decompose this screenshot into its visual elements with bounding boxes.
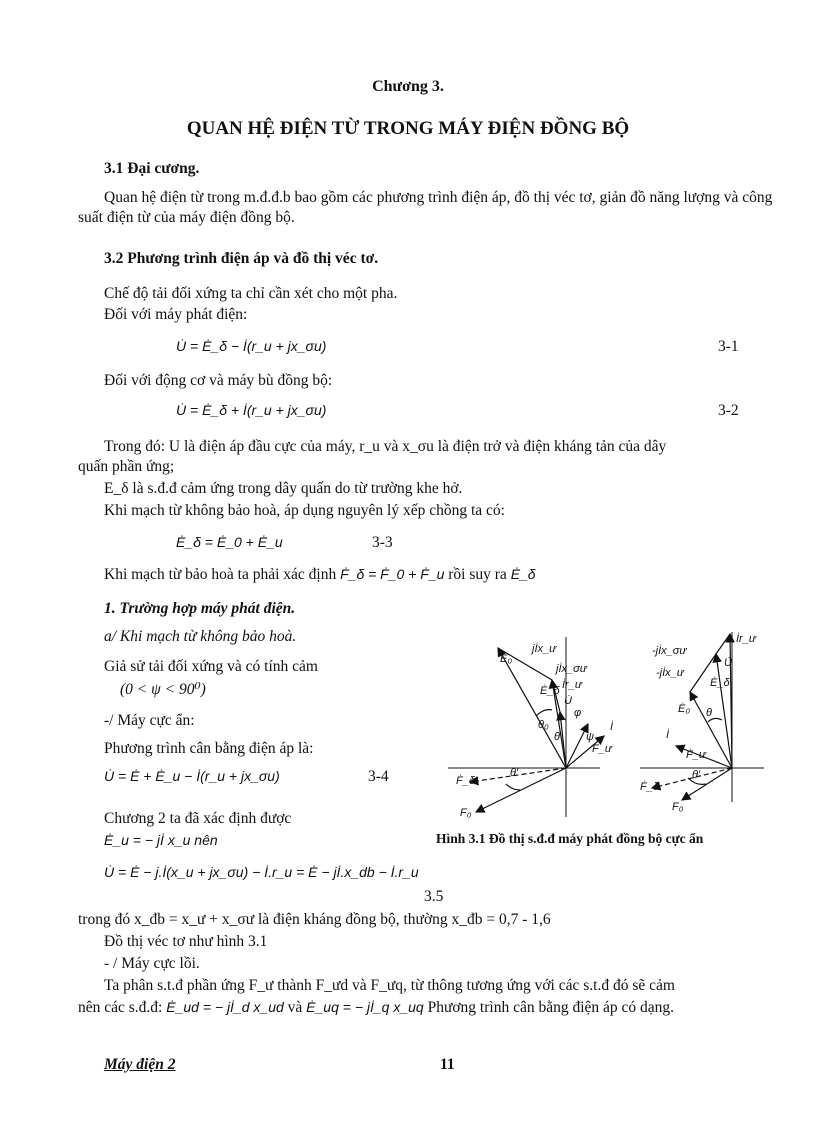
label: U̇ bbox=[724, 657, 732, 669]
section-3-2-heading: 3.2 Phương trình điện áp và đồ thị véc tơ. bbox=[104, 250, 379, 267]
text-line: Ta phân s.t.đ phần ứng F_ư thành F_ưd và F_ưq, từ thông tương ứng với các s.t.đ đó sẽ cảm bbox=[104, 977, 675, 994]
label: θ bbox=[554, 731, 560, 743]
text-line: Khi mạch từ không bảo hoà, áp dụng nguyên lý xếp chồng ta có: bbox=[104, 502, 505, 519]
text-line: Chương 2 ta đã xác định được bbox=[104, 810, 292, 827]
label: Ė₀ bbox=[500, 653, 512, 665]
label: θ₀ bbox=[538, 719, 549, 731]
footer-course: Máy điện 2 bbox=[104, 1056, 176, 1073]
text-fragment: rồi suy ra bbox=[448, 566, 507, 583]
inline-equation: Ė_u = − jİ x_u nên bbox=[104, 832, 218, 848]
label: İr_ư bbox=[736, 633, 756, 645]
label: F₀ bbox=[672, 801, 684, 813]
text-line bbox=[78, 999, 674, 1017]
text-fragment: nên các s.đ.đ: bbox=[78, 999, 163, 1016]
equation-3-1: U̇ = Ė_δ − İ(r_u + jx_σu) bbox=[176, 338, 327, 354]
text-line: Đối với máy phát điện: bbox=[104, 306, 248, 323]
right-diagram bbox=[640, 632, 764, 802]
text-line: Đối với động cơ và máy bù đồng bộ: bbox=[104, 372, 333, 389]
equation-3-5: U̇ = Ė − j.İ(x_u + jx_σu) − İ.r_u = Ė − jİ.x_db − İ.r_u bbox=[104, 864, 419, 880]
case-1-subheading: a/ Khi mạch từ không bảo hoà. bbox=[104, 628, 297, 645]
section-3-1-text: Quan hệ điện từ trong m.đ.đ.b bao gồm các phương trình điện áp, đồ thị véc tơ, giản đồ năng lượng và công suất điện từ của máy điện đồng bộ. bbox=[78, 189, 773, 226]
page-number: 11 bbox=[440, 1056, 455, 1073]
label: Ė₀ bbox=[678, 703, 690, 715]
equation-number: 3-3 bbox=[372, 534, 393, 551]
right-diagram-labels bbox=[640, 633, 757, 813]
equation-number: 3-4 bbox=[368, 768, 389, 785]
label: jİx_ư bbox=[532, 643, 557, 655]
equation-3-2: U̇ = Ė_δ + İ(r_u + jx_σu) bbox=[176, 402, 327, 418]
equation-number: 3.5 bbox=[424, 888, 444, 905]
label: θ' bbox=[692, 769, 701, 781]
label: -jİx_ư bbox=[656, 667, 684, 679]
text-line: quấn phần ứng; bbox=[78, 458, 175, 475]
label: Ė_δ bbox=[710, 677, 730, 689]
equation-3-4: U̇ = Ė + Ė_u − İ(r_u + jx_σu) bbox=[104, 768, 280, 784]
label: -jİx_σư bbox=[652, 645, 687, 657]
label: U̇ bbox=[564, 695, 572, 707]
equation-number: 3-2 bbox=[718, 402, 739, 419]
psi-range: (0 < ψ < 90⁰) bbox=[120, 681, 206, 698]
label: Ḟ_δ bbox=[456, 775, 475, 787]
inline-equation: Ḟ_δ = Ḟ_0 + Ḟ_u bbox=[340, 566, 445, 582]
label: φ bbox=[574, 707, 582, 719]
text-line: Phương trình cân bằng điện áp là: bbox=[104, 740, 314, 757]
chapter-title: QUAN HỆ ĐIỆN TỪ TRONG MÁY ĐIỆN ĐỒNG BỘ bbox=[186, 118, 630, 139]
label: İ bbox=[610, 721, 614, 733]
text-fragment: Khi mạch từ bảo hoà ta phải xác định bbox=[104, 566, 337, 583]
label: ψ bbox=[586, 731, 595, 743]
text-line: Chế độ tải đối xứng ta chỉ cần xét cho một pha. bbox=[104, 285, 398, 302]
label: İr_ư bbox=[562, 679, 582, 691]
text-line: Đồ thị véc tơ như hình 3.1 bbox=[104, 933, 268, 950]
text-fragment: và bbox=[287, 999, 303, 1016]
label: Ė_δ bbox=[540, 685, 560, 697]
label: Ḟ_ư bbox=[686, 749, 706, 761]
label: F_ư bbox=[592, 743, 612, 755]
chapter-number: Chương 3. bbox=[372, 78, 444, 95]
label: θ' bbox=[510, 767, 519, 779]
inline-equation: Ė_δ bbox=[510, 566, 536, 582]
text-line bbox=[104, 566, 536, 584]
text-line: Giả sử tải đối xứng và có tính cảm bbox=[104, 658, 318, 675]
inline-equation: Ė_uq = − jİ_q x_uq bbox=[306, 999, 424, 1015]
label: F₀ bbox=[460, 807, 472, 819]
figure-caption: Hình 3.1 Đồ thị s.đ.đ máy phát đồng bộ cực ẩn bbox=[436, 831, 704, 846]
text-line: trong đó x_đb = x_ư + x_σư là điện kháng đồng bộ, thường x_đb = 0,7 - 1,6 bbox=[78, 911, 551, 928]
equation-number: 3-1 bbox=[718, 338, 739, 355]
text-line: -/ Máy cực ẩn: bbox=[104, 712, 195, 729]
label: Ḟ_δ bbox=[640, 781, 659, 793]
section-3-1-heading: 3.1 Đại cương. bbox=[104, 160, 200, 177]
inline-equation: Ė_ud = − jİ_d x_ud bbox=[166, 999, 284, 1015]
case-1-heading: 1. Trường hợp máy phát điện. bbox=[104, 600, 296, 617]
text-line: - / Máy cực lồi. bbox=[104, 955, 200, 972]
label: jİx_σư bbox=[556, 663, 587, 675]
vector-diagram-figure bbox=[440, 612, 780, 834]
equation-3-3: Ė_δ = Ė_0 + Ė_u bbox=[176, 534, 283, 550]
label: İ bbox=[666, 729, 670, 741]
label: θ bbox=[706, 707, 712, 719]
text-line: Trong đó: U là điện áp đầu cực của máy, r_u và x_σu là điện trở và điện kháng tản của dây bbox=[104, 438, 667, 455]
text-line: E_δ là s.đ.đ cảm ứng trong dây quấn do từ trường khe hở. bbox=[104, 480, 463, 497]
text-fragment: Phương trình cân bằng điện áp có dạng. bbox=[427, 999, 675, 1016]
